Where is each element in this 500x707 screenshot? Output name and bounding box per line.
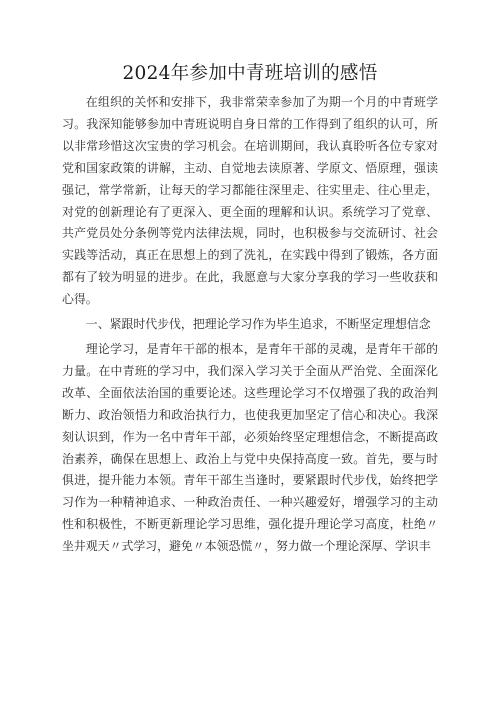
intro-paragraph: 在组织的关怀和安排下，我非常荣幸参加了为期一个月的中青班学习。我深知能够参加中青班说明自身日常的工作得到了组织的认可，所以非常珍惜这次宝贵的学习机会。在培训期间，我认真聆听各位专家对党和国家政策的讲解，主动、自觉地去读原著、学原文、悟原理，强读强记，常学常新，让每天的学习都能往深里走、往实里走、往心里走，对党的创新理论有了更深入、更全面的理解和认识。系统学习了党章、共产党员处分条例等党内法律法规，同时，也积极参与交流研讨、社会实践等活动，真正在思想上的到了洗礼，在实践中得到了锻炼，各方面都有了较为明显的进步。在此，我愿意与大家分享我的学习一些收获和心得。 (62, 95, 438, 307)
document-body (62, 92, 438, 561)
section-heading-1: 一、紧跟时代步伐，把理论学习作为毕生追求，不断坚定理想信念 (85, 317, 431, 332)
document-title: 2024年参加中青班培训的感悟 (122, 63, 378, 84)
section-1-paragraph: 理论学习，是青年干部的根本，是青年干部的灵魂，是青年干部的力量。在中青班的学习中，我们深入学习关于全面从严治党、全面深化改革、全面依法治国的重要论述。这些理论学习不仅增强了我的政治判断力、政治领悟力和政治执行力，也使我更加坚定了信心和决心。我深刻认识到，作为一名中青年干部，必须始终坚定理想信念，不断提高政治素养，确保在思想上、政治上与党中央保持高度一致。首先，要与时俱进，提升能力本领。青年干部生当逢时，要紧跟时代步伐，始终把学习作为一种精神追求、一种政治责任、一种兴趣爱好，增强学习的主动性和积极性，不断更新理论学习思维，强化提升理论学习高度，杜绝〃坐井观天〃式学习，避免〃本领恐慌〃，努力做一个理论深厚、学识丰 (62, 341, 438, 554)
